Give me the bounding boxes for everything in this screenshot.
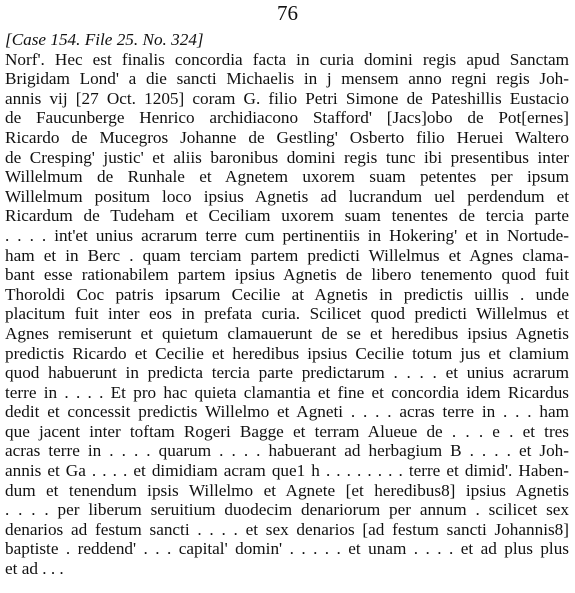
text-line: de Cresping' justic' et aliis baronibus domini regis tunc ibi presentibus inter xyxy=(5,147,569,167)
text-line: terre in . . . . Et pro hac quieta clamantia et fine et concordia idem Ricardus xyxy=(5,382,569,402)
text-line: . . . . per liberum seruitium duodecim denariorum per annum . scilicet sex xyxy=(5,500,569,520)
text-line: annis vij [27 Oct. 1205] coram G. filio Petri Simone de Pateshillis Eustacio xyxy=(5,88,569,108)
text-line: annis et Ga . . . . et dimidiam acram que1 h . . . . . . . . terre et dimid'. Haben- xyxy=(5,461,569,481)
text-line: Norf'. Hec est finalis concordia facta in curia domini regis apud Sanctam xyxy=(5,49,569,69)
text-line: baptiste . reddend' . . . capital' domin' . . . . . et unam . . . . et ad plus plus xyxy=(5,539,569,559)
text-line: Willelmum de Runhale et Agnetem uxorem suam petentes per ipsum xyxy=(5,167,569,187)
text-line: ham et in Berc . quam terciam partem predicti Willelmus et Agnes clama- xyxy=(5,245,569,265)
text-line: Ricardum de Tudeham et Ceciliam uxorem suam tenentes de tercia parte xyxy=(5,206,569,226)
text-line: Willelmum positum loco ipsius Agnetis ad lucrandum uel perdendum et xyxy=(5,186,569,206)
text-line: quod habuerunt in predicta tercia parte predictarum . . . . et unius acrarum xyxy=(5,363,569,383)
text-line: . . . . int'et unius acrarum terre cum pertinentiis in Hokering' et in Nortude- xyxy=(5,225,569,245)
text-line: placitum fuit inter eos in prefata curia. Scilicet quod predicti Willelmus et xyxy=(5,304,569,324)
text-line: predictis Ricardo et Cecilie et heredibus ipsius Cecilie totum jus et clamium xyxy=(5,343,569,363)
text-line: bant esse rationabilem partem ipsius Agnetis de libero tenemento quod fuit xyxy=(5,265,569,285)
text-line: que jacent inter toftam Rogeri Bagge et terram Alueue de . . . e . et tres xyxy=(5,421,569,441)
text-line: Ricardo de Mucegros Johanne de Gestling' Osberto filio Heruei Waltero xyxy=(5,127,569,147)
page-number: 76 xyxy=(277,1,298,25)
text-line: Agnes remiserunt et quietum clamauerunt de se et heredibus ipsius Agnetis xyxy=(5,323,569,343)
text-line: Brigidam Lond' a die sancti Michaelis in j mensem anno regni regis Joh- xyxy=(5,69,569,89)
text-line: denarios ad festum sancti . . . . et sex denarios [ad festum sancti Johannis8] xyxy=(5,519,569,539)
text-line: Thoroldi Coc patris ipsarum Cecilie at Agnetis in predictis uillis . unde xyxy=(5,284,569,304)
text-line: de Faucunberge Henrico archidiacono Stafford' [Jacs]obo de Pot[ernes] xyxy=(5,108,569,128)
case-header: [Case 154. File 25. No. 324] xyxy=(5,30,204,49)
text-line: acras terre in . . . . quarum . . . . habuerant ad herbagium B . . . . et Joh- xyxy=(5,441,569,461)
document-text xyxy=(5,30,569,579)
text-line: dum et tenendum ipsis Willelmo et Agnete [et heredibus8] ipsius Agnetis xyxy=(5,480,569,500)
text-line: et ad . . . xyxy=(5,559,64,579)
text-line: dedit et concessit predictis Willelmo et Agneti . . . . acras terre in . . . ham xyxy=(5,402,569,422)
